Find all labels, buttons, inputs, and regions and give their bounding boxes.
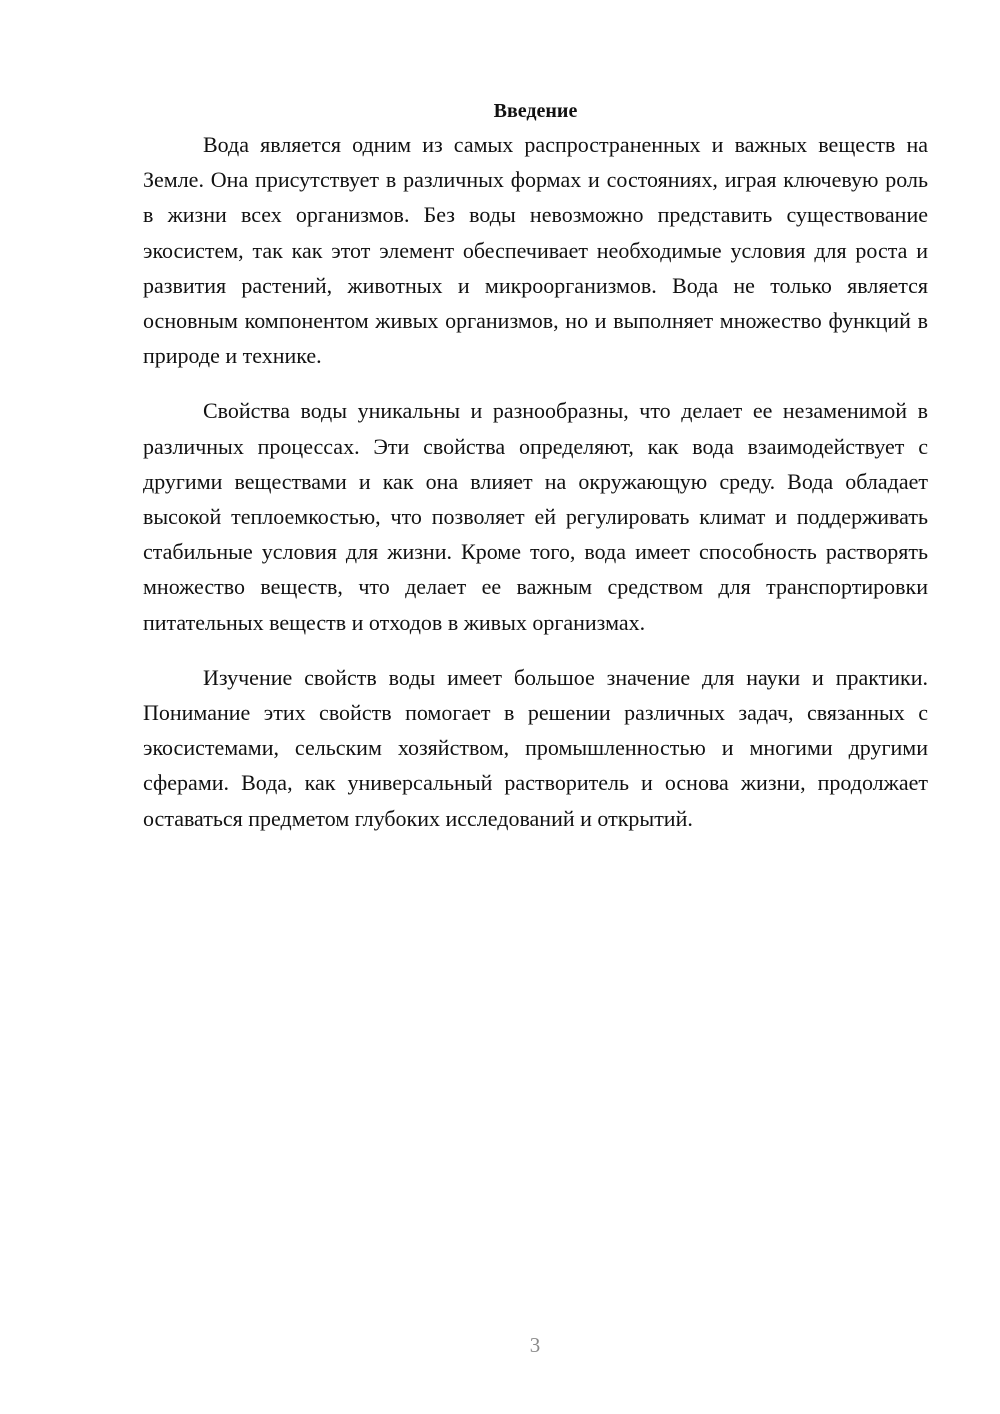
- page-number: 3: [529, 1333, 541, 1357]
- paragraph-2: Свойства воды уникальны и разнообразны, что делает ее незаменимой в различных процессах. Эти свойства определяют, как вода взаимодействует с другими веществами и как она влияет на окружающую среду. Вода обладает высокой теплоемкостью, что позволяет ей регулировать климат и поддерживать стабильные условия для жизни. Кроме того, вода имеет способность растворять множество веществ, что делает ее важным средством для транспортировки питательных веществ и отходов в живых организмах.: [143, 398, 928, 635]
- section-title: Введение: [493, 100, 578, 122]
- page-content: [143, 95, 928, 836]
- paragraph-3: Изучение свойств воды имеет большое значение для науки и практики. Понимание этих свойств помогает в решении различных задач, связанных с экосистемами, сельским хозяйством, промышленностью и многими другими сферами. Вода, как универсальный растворитель и основа жизни, продолжает оставаться предметом глубоких исследований и открытий.: [143, 664, 928, 831]
- paragraph-1: Вода является одним из самых распространенных и важных веществ на Земле. Она присутствует в различных формах и состояниях, играя ключевую роль в жизни всех организмов. Без воды невозможно представить существование экосистем, так как этот элемент обеспечивает необходимые условия для роста и развития растений, животных и микроорганизмов. Вода не только является основным компонентом живых организмов, но и выполняет множество функций в природе и технике.: [143, 132, 928, 369]
